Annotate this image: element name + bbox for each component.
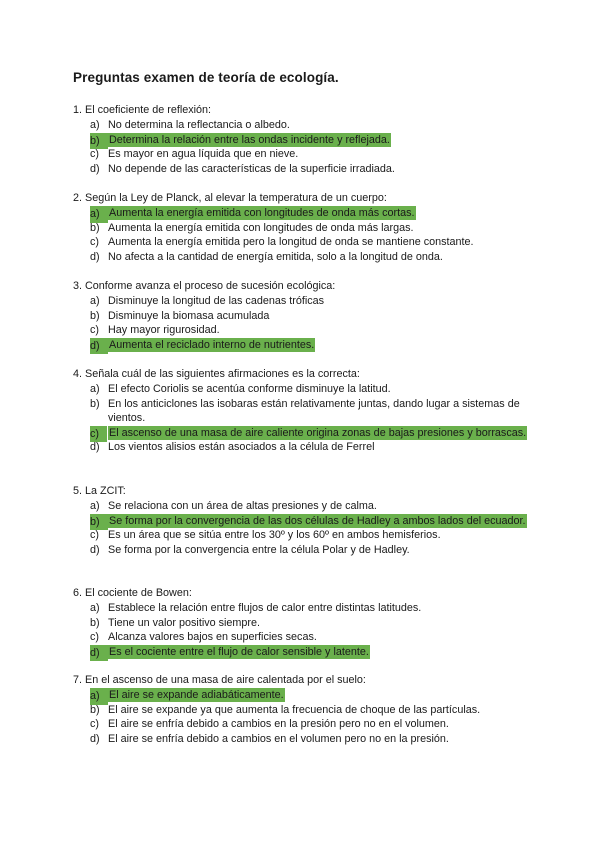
- option-letter: c): [90, 718, 99, 731]
- option-text: Disminuye la biomasa acumulada: [108, 309, 270, 322]
- option-text: El aire se enfría debido a cambios en el volumen pero no en la presión.: [108, 732, 449, 745]
- option-letter: d): [90, 543, 100, 556]
- option-letter: b): [90, 616, 100, 629]
- answer-option: [73, 499, 543, 514]
- answer-option: [73, 543, 543, 558]
- question-text: 1. El coeficiente de reflexión:: [73, 104, 212, 116]
- option-text: El aire se expande ya que aumenta la frecuencia de choque de las partículas.: [108, 703, 481, 716]
- option-letter: d): [90, 250, 100, 263]
- option-letter: c): [90, 324, 99, 337]
- answer-option: [73, 382, 543, 397]
- option-letter: a): [90, 119, 100, 131]
- document-title: Preguntas examen de teoría de ecología.: [73, 70, 339, 85]
- answer-option-correct: [73, 426, 543, 441]
- answer-option: [73, 703, 543, 718]
- question-3: [73, 279, 543, 352]
- option-text: Es mayor en agua líquida que en nieve.: [108, 148, 299, 161]
- question-2: [73, 191, 543, 264]
- option-text: El ascenso de una masa de aire caliente origina zonas de bajas presiones y borrascas.: [109, 426, 527, 439]
- option-text: Es un área que se sitúa entre los 30º y los 60º en ambos hemisferios.: [108, 529, 441, 542]
- answer-option: [73, 397, 543, 426]
- answer-option: [73, 630, 543, 645]
- option-text: Los vientos alisios están asociados a la célula de Ferrel: [108, 441, 375, 454]
- option-text: Aumenta la energía emitida con longitudes de onda más cortas.: [109, 207, 415, 219]
- answer-option: [73, 162, 543, 177]
- question-text: 4. Señala cuál de las siguientes afirmaciones es la correcta:: [73, 368, 360, 380]
- answer-option-correct: [73, 514, 543, 529]
- answer-option: [73, 616, 543, 631]
- answer-option: [73, 323, 543, 338]
- answer-option: [73, 294, 543, 309]
- option-letter: b): [90, 309, 100, 322]
- option-letter: b): [90, 514, 108, 531]
- question-text: 5. La ZCIT:: [73, 485, 126, 497]
- option-text: Disminuye la longitud de las cadenas tróficas: [108, 295, 325, 307]
- option-letter: a): [90, 295, 100, 307]
- option-letter: c): [90, 529, 99, 542]
- answer-option: [73, 440, 543, 455]
- option-text: Es el cociente entre el flujo de calor sensible y latente.: [109, 645, 369, 658]
- option-text: Alcanza valores bajos en superficies secas.: [108, 631, 317, 644]
- option-letter: a): [90, 500, 100, 512]
- option-text: Aumenta la energía emitida con longitudes de onda más largas.: [108, 221, 414, 234]
- answer-option-correct: [73, 338, 543, 353]
- option-letter: a): [90, 602, 100, 614]
- answer-option: [73, 250, 543, 265]
- option-text: Se forma por la convergencia entre la célula Polar y de Hadley.: [108, 543, 410, 556]
- question-text: 2. Según la Ley de Planck, al elevar la temperatura de un cuerpo:: [73, 192, 387, 204]
- question-1: [73, 103, 543, 176]
- answer-option-correct: [73, 133, 543, 148]
- option-letter: b): [90, 133, 108, 150]
- answer-option-correct: [73, 206, 543, 221]
- answer-option: [73, 221, 543, 236]
- option-text: Se relaciona con un área de altas presiones y de calma.: [108, 500, 377, 512]
- option-text: Aumenta la energía emitida pero la longitud de onda se mantiene constante.: [108, 236, 474, 249]
- option-text: Se forma por la convergencia de las dos células de Hadley a ambos lados del ecuador.: [109, 514, 526, 527]
- option-text: No afecta a la cantidad de energía emitida, solo a la longitud de onda.: [108, 250, 443, 263]
- answer-option: [73, 235, 543, 250]
- option-letter: c): [90, 426, 107, 443]
- answer-option-correct: [73, 688, 543, 703]
- option-letter: d): [90, 162, 100, 175]
- option-letter: c): [90, 148, 99, 161]
- option-letter: c): [90, 631, 99, 644]
- answer-option: [73, 147, 543, 162]
- option-letter: d): [90, 645, 108, 662]
- answer-option: [73, 528, 543, 543]
- option-letter: b): [90, 397, 100, 410]
- option-letter: d): [90, 732, 100, 745]
- answer-option-correct: [73, 645, 543, 660]
- option-text: Hay mayor rigurosidad.: [108, 324, 220, 337]
- option-letter: d): [90, 338, 108, 355]
- question-text: 7. En el ascenso de una masa de aire calentada por el suelo:: [73, 674, 366, 686]
- option-text: No determina la reflectancia o albedo.: [108, 119, 290, 131]
- option-text: Determina la relación entre las ondas incidente y reflejada.: [109, 133, 390, 146]
- option-letter: b): [90, 703, 100, 716]
- answer-option: [73, 601, 543, 616]
- question-7: [73, 673, 543, 746]
- question-4: [73, 367, 543, 455]
- answer-option: [73, 309, 543, 324]
- option-letter: a): [90, 206, 108, 223]
- option-text: El aire se enfría debido a cambios en la presión pero no en el volumen.: [108, 718, 449, 731]
- option-text: El efecto Coriolis se acentúa conforme disminuye la latitud.: [108, 383, 391, 395]
- option-letter: a): [90, 383, 100, 395]
- option-letter: d): [90, 441, 100, 454]
- option-text: Aumenta el reciclado interno de nutrientes.: [109, 338, 315, 351]
- question-6: [73, 586, 543, 659]
- option-text: El aire se expande adiabáticamente.: [109, 689, 284, 701]
- option-text: En los anticiclones las isobaras están relativamente juntas, dando lugar a sistemas de vientos.: [108, 397, 520, 425]
- question-text: 6. El cociente de Bowen:: [73, 587, 192, 599]
- question-text: 3. Conforme avanza el proceso de sucesión ecológica:: [73, 280, 336, 292]
- question-5: [73, 484, 543, 557]
- option-letter: a): [90, 688, 108, 705]
- option-text: Establece la relación entre flujos de calor entre distintas latitudes.: [108, 602, 422, 614]
- option-letter: c): [90, 236, 99, 249]
- option-text: Tiene un valor positivo siempre.: [108, 616, 261, 629]
- answer-option: [73, 118, 543, 133]
- option-text: No depende de las características de la superficie irradiada.: [108, 162, 395, 175]
- answer-option: [73, 717, 543, 732]
- option-letter: b): [90, 221, 100, 234]
- answer-option: [73, 732, 543, 747]
